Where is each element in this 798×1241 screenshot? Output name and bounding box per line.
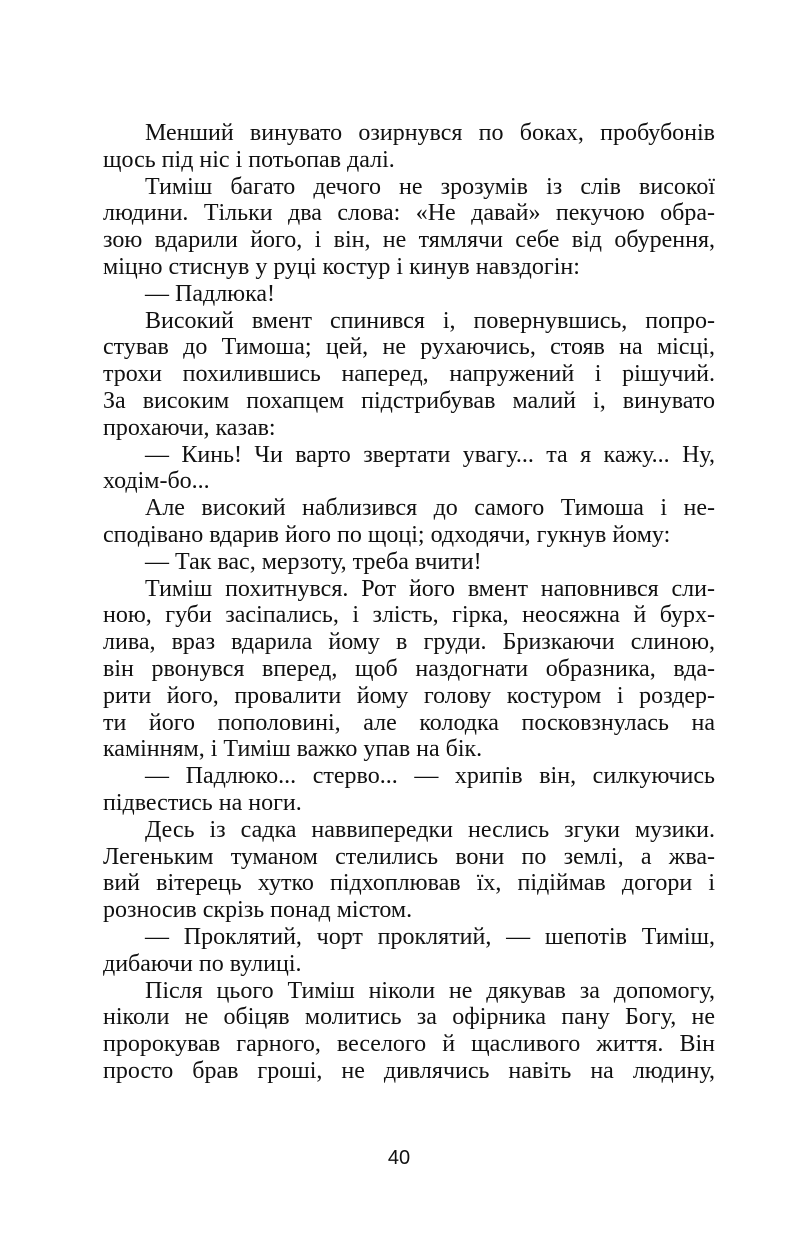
text-line: вий вітерець хутко підхоплював їх, підіймав догори і <box>103 870 715 897</box>
text-line: зою вдарили його, і він, не тямлячи себе від обурення, <box>103 227 715 254</box>
text-line: Після цього Тиміш ніколи не дякував за допомогу, <box>145 977 715 1004</box>
text-line: стував до Тимоша; цей, не рухаючись, стояв на місці, <box>103 334 715 361</box>
text-line: камінням, і Тиміш важко упав на бік. <box>103 736 483 763</box>
text-line: людини. Тільки два слова: «Не давай» пекучою обра- <box>103 200 715 227</box>
text-line: ніколи не обіцяв молитись за офірника пану Богу, не <box>103 1004 715 1031</box>
text-line: Десь із садка наввипередки неслись згуки музики. <box>145 816 715 843</box>
text-line: дибаючи по вулиці. <box>103 950 302 977</box>
text-line: він рвонувся вперед, щоб наздогнати образника, вда- <box>103 655 715 682</box>
text-line: трохи похилившись наперед, напружений і рішучий. <box>103 361 715 388</box>
text-line: розносив скрізь понад містом. <box>103 897 413 924</box>
text-line: — Так вас, мерзоту, треба вчити! <box>145 548 482 575</box>
page-body-text <box>103 120 715 1085</box>
text-line: сподівано вдарив його по щоці; одходячи, гукнув йому: <box>103 521 671 548</box>
text-line: підвестись на ноги. <box>103 789 302 816</box>
text-line: ходім-бо... <box>103 468 210 495</box>
text-line: — Проклятий, чорт проклятий, — шепотів Тиміш, <box>145 923 715 950</box>
text-line: За високим похапцем підстрибував малий і, винувато <box>103 387 715 414</box>
page-number: 40 <box>387 1147 411 1169</box>
text-line: лива, враз вдарила йому в груди. Бризкаючи слиною, <box>103 629 715 656</box>
text-line: Але високий наблизився до самого Тимоша і не- <box>145 495 715 522</box>
text-line: міцно стиснув у руці костур і кинув навздогін: <box>103 253 580 280</box>
text-line: Менший винувато озирнувся по боках, пробубонів <box>145 120 715 146</box>
text-line: ти його пополовині, але колодка посковзнулась на <box>103 709 715 736</box>
text-line: пророкував гарного, веселого й щасливого життя. Він <box>103 1031 715 1058</box>
text-line: — Кинь! Чи варто звертати увагу... та я кажу... Ну, <box>145 441 715 468</box>
text-line: Тиміш багато дечого не зрозумів із слів високої <box>145 173 715 200</box>
text-line: ною, губи засіпались, і злість, гірка, неосяжна й бурх- <box>103 602 715 629</box>
text-line: Високий вмент спинився і, повернувшись, попро- <box>145 307 715 334</box>
text-line: — Падлюко... стерво... — хрипів він, силкуючись <box>145 763 715 790</box>
text-line: прохаючи, казав: <box>103 414 276 441</box>
text-line: рити його, провалити йому голову костуром і роздер- <box>103 682 715 709</box>
text-line: щось під ніс і потьопав далі. <box>103 146 395 173</box>
text-line: просто брав гроші, не дивлячись навіть на людину, <box>103 1057 715 1084</box>
text-line: — Падлюка! <box>145 280 276 307</box>
text-line: Легеньким туманом стелились вони по землі, а жва- <box>103 843 715 870</box>
text-line: Тиміш похитнувся. Рот його вмент наповнився сли- <box>145 575 715 602</box>
